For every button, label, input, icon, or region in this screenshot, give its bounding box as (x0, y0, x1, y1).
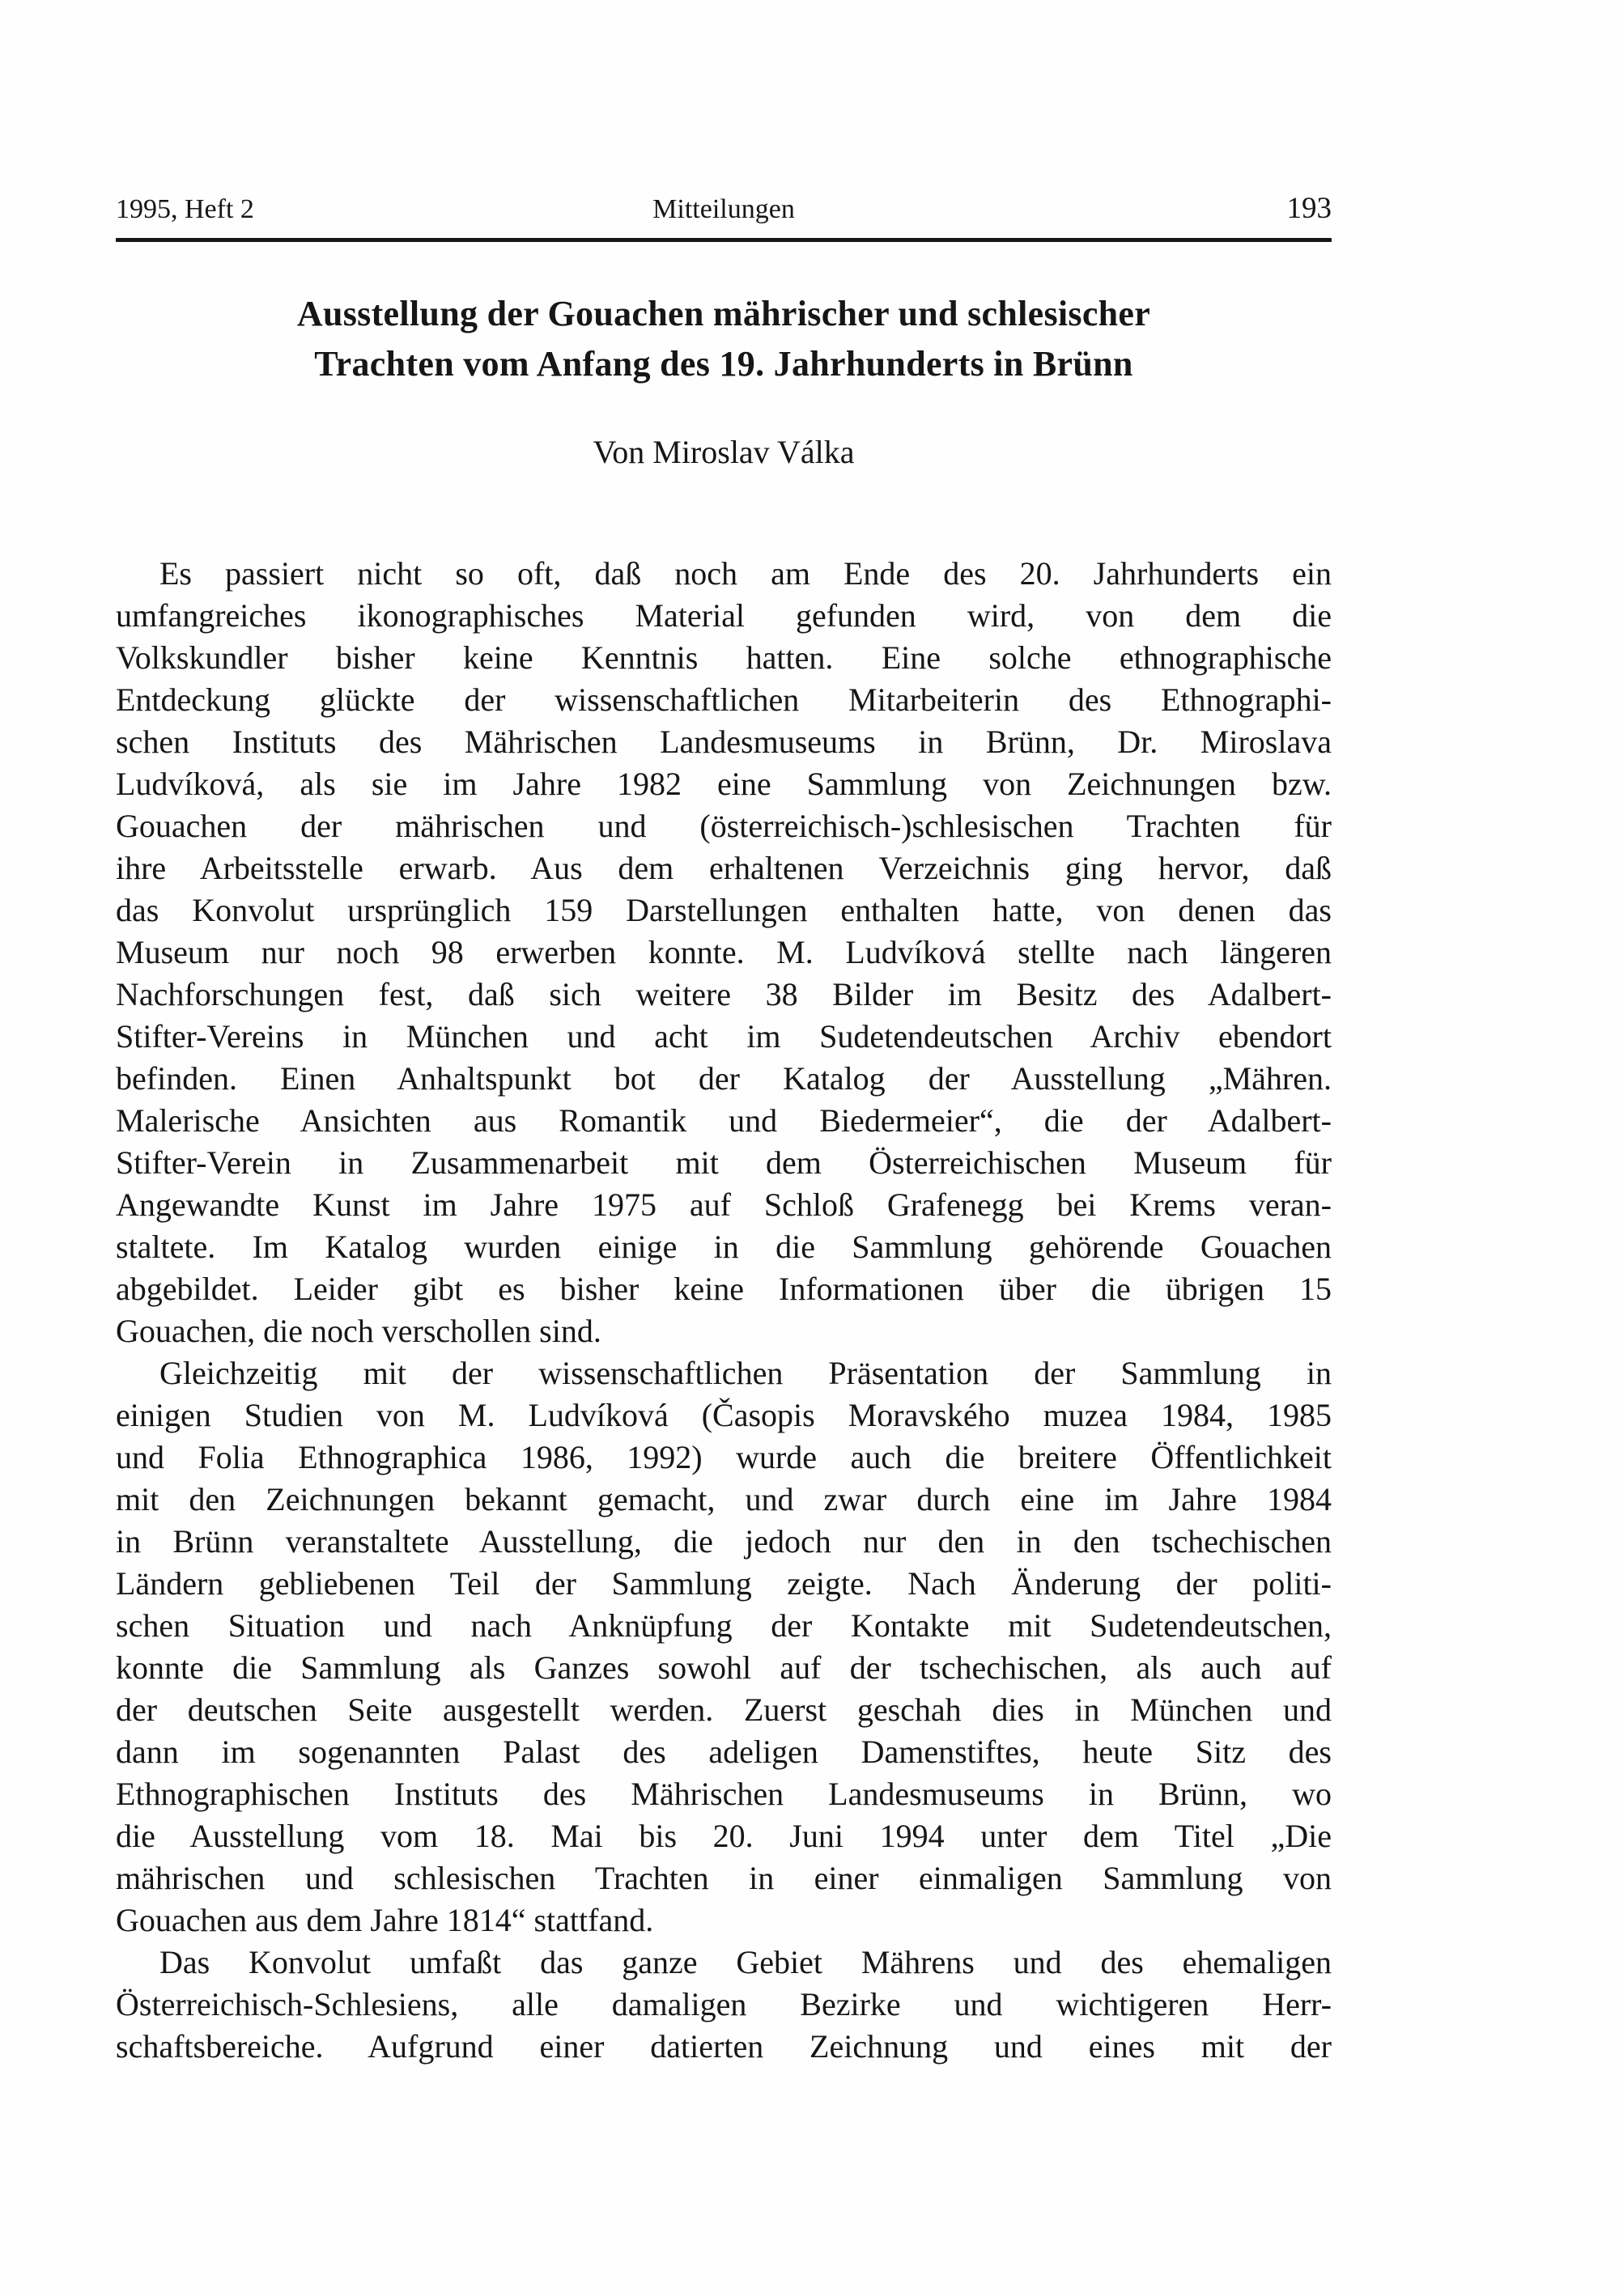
text-line: in Brünn veranstaltete Ausstellung, die jedoch nur den in den tschechischen (116, 1523, 1332, 1560)
article-body (116, 553, 1332, 2068)
running-head (116, 193, 1332, 226)
text-line: Ludvíková, als sie im Jahre 1982 eine Sammlung von Zeichnungen bzw. (116, 766, 1332, 802)
journal-title: Mitteilungen (652, 194, 795, 224)
text-line: Ethnographischen Instituts des Mährischen Landesmuseums in Brünn, wo (116, 1776, 1332, 1812)
text-line: ihre Arbeitsstelle erwarb. Aus dem erhaltenen Verzeichnis ging hervor, daß (116, 850, 1332, 886)
text-line: Volkskundler bisher keine Kenntnis hatten. Eine solche ethnographische (116, 639, 1332, 676)
text-line: Entdeckung glückte der wissenschaftlichen Mitarbeiterin des Ethnographi- (116, 681, 1332, 718)
text-line: Nachforschungen fest, daß sich weitere 38 Bilder im Besitz des Adalbert- (116, 976, 1332, 1012)
text-line: befinden. Einen Anhaltspunkt bot der Katalog der Ausstellung „Mähren. (116, 1060, 1332, 1097)
text-line: mährischen und schlesischen Trachten in einer einmaligen Sammlung von (116, 1860, 1332, 1896)
text-line: abgebildet. Leider gibt es bisher keine Informationen über die übrigen 15 (116, 1271, 1332, 1307)
text-line: schen Instituts des Mährischen Landesmuseums in Brünn, Dr. Miroslava (116, 724, 1332, 760)
text-line: dann im sogenannten Palast des adeligen Damenstiftes, heute Sitz des (116, 1734, 1332, 1770)
issue-label: 1995, Heft 2 (116, 194, 254, 224)
text-line: Angewandte Kunst im Jahre 1975 auf Schloß Grafenegg bei Krems veran- (116, 1186, 1332, 1223)
paragraph (116, 553, 1332, 1352)
text-line: der deutschen Seite ausgestellt werden. Zuerst geschah dies in München und (116, 1691, 1332, 1728)
text-line: das Konvolut ursprünglich 159 Darstellungen enthalten hatte, von denen das (116, 892, 1332, 928)
text-line: mit den Zeichnungen bekannt gemacht, und zwar durch eine im Jahre 1984 (116, 1481, 1332, 1517)
text-line: einigen Studien von M. Ludvíková (Časopis Moravského muzea 1984, 1985 (116, 1397, 1332, 1433)
text-line: konnte die Sammlung als Ganzes sowohl auf der tschechischen, als auch auf (116, 1649, 1332, 1686)
text-line: Museum nur noch 98 erwerben konnte. M. Ludvíková stellte nach längeren (116, 934, 1332, 970)
text-line: Stifter-Verein in Zusammenarbeit mit dem Österreichischen Museum für (116, 1144, 1332, 1181)
text-line: staltete. Im Katalog wurden einige in die Sammlung gehörende Gouachen (116, 1229, 1332, 1265)
author-byline: Von Miroslav Válka (593, 434, 855, 470)
text-line: Gouachen der mährischen und (österreichisch-)schlesischen Trachten für (116, 808, 1332, 844)
text-line: Ländern gebliebenen Teil der Sammlung zeigte. Nach Änderung der politi- (116, 1565, 1332, 1602)
text-line: Das Konvolut umfaßt das ganze Gebiet Mährens und des ehemaligen (159, 1944, 1332, 1980)
text-line: die Ausstellung vom 18. Mai bis 20. Juni 1994 unter dem Titel „Die (116, 1818, 1332, 1854)
text-line: Gouachen aus dem Jahre 1814“ stattfand. (116, 1902, 654, 1938)
text-line: umfangreiches ikonographisches Material gefunden wird, von dem die (116, 597, 1332, 634)
page-number: 193 (1286, 192, 1332, 225)
text-line: schaftsbereiche. Aufgrund einer datierten Zeichnung und eines mit der (116, 2028, 1332, 2065)
article-title-line-2: Trachten vom Anfang des 19. Jahrhunderts in Brünn (314, 344, 1133, 384)
text-line: schen Situation und nach Anknüpfung der Kontakte mit Sudetendeutschen, (116, 1607, 1332, 1644)
text-line: Österreichisch-Schlesiens, alle damaligen Bezirke und wichtigeren Herr- (116, 1986, 1332, 2022)
text-line: Gouachen, die noch verschollen sind. (116, 1313, 601, 1349)
text-line: Malerische Ansichten aus Romantik und Biedermeier“, die der Adalbert- (116, 1102, 1332, 1139)
header-divider (116, 238, 1332, 242)
text-line: Gleichzeitig mit der wissenschaftlichen Präsentation der Sammlung in (159, 1355, 1332, 1391)
article-title (116, 289, 1332, 389)
article-title-line-1: Ausstellung der Gouachen mährischer und schlesischer (296, 294, 1151, 333)
text-line: Es passiert nicht so oft, daß noch am Ende des 20. Jahrhunderts ein (159, 555, 1332, 592)
text-line: und Folia Ethnographica 1986, 1992) wurde auch die breitere Öffentlichkeit (116, 1439, 1332, 1475)
text-line: Stifter-Vereins in München und acht im Sudetendeutschen Archiv ebendort (116, 1018, 1332, 1055)
paragraph (116, 1352, 1332, 1942)
paragraph (116, 1942, 1332, 2068)
